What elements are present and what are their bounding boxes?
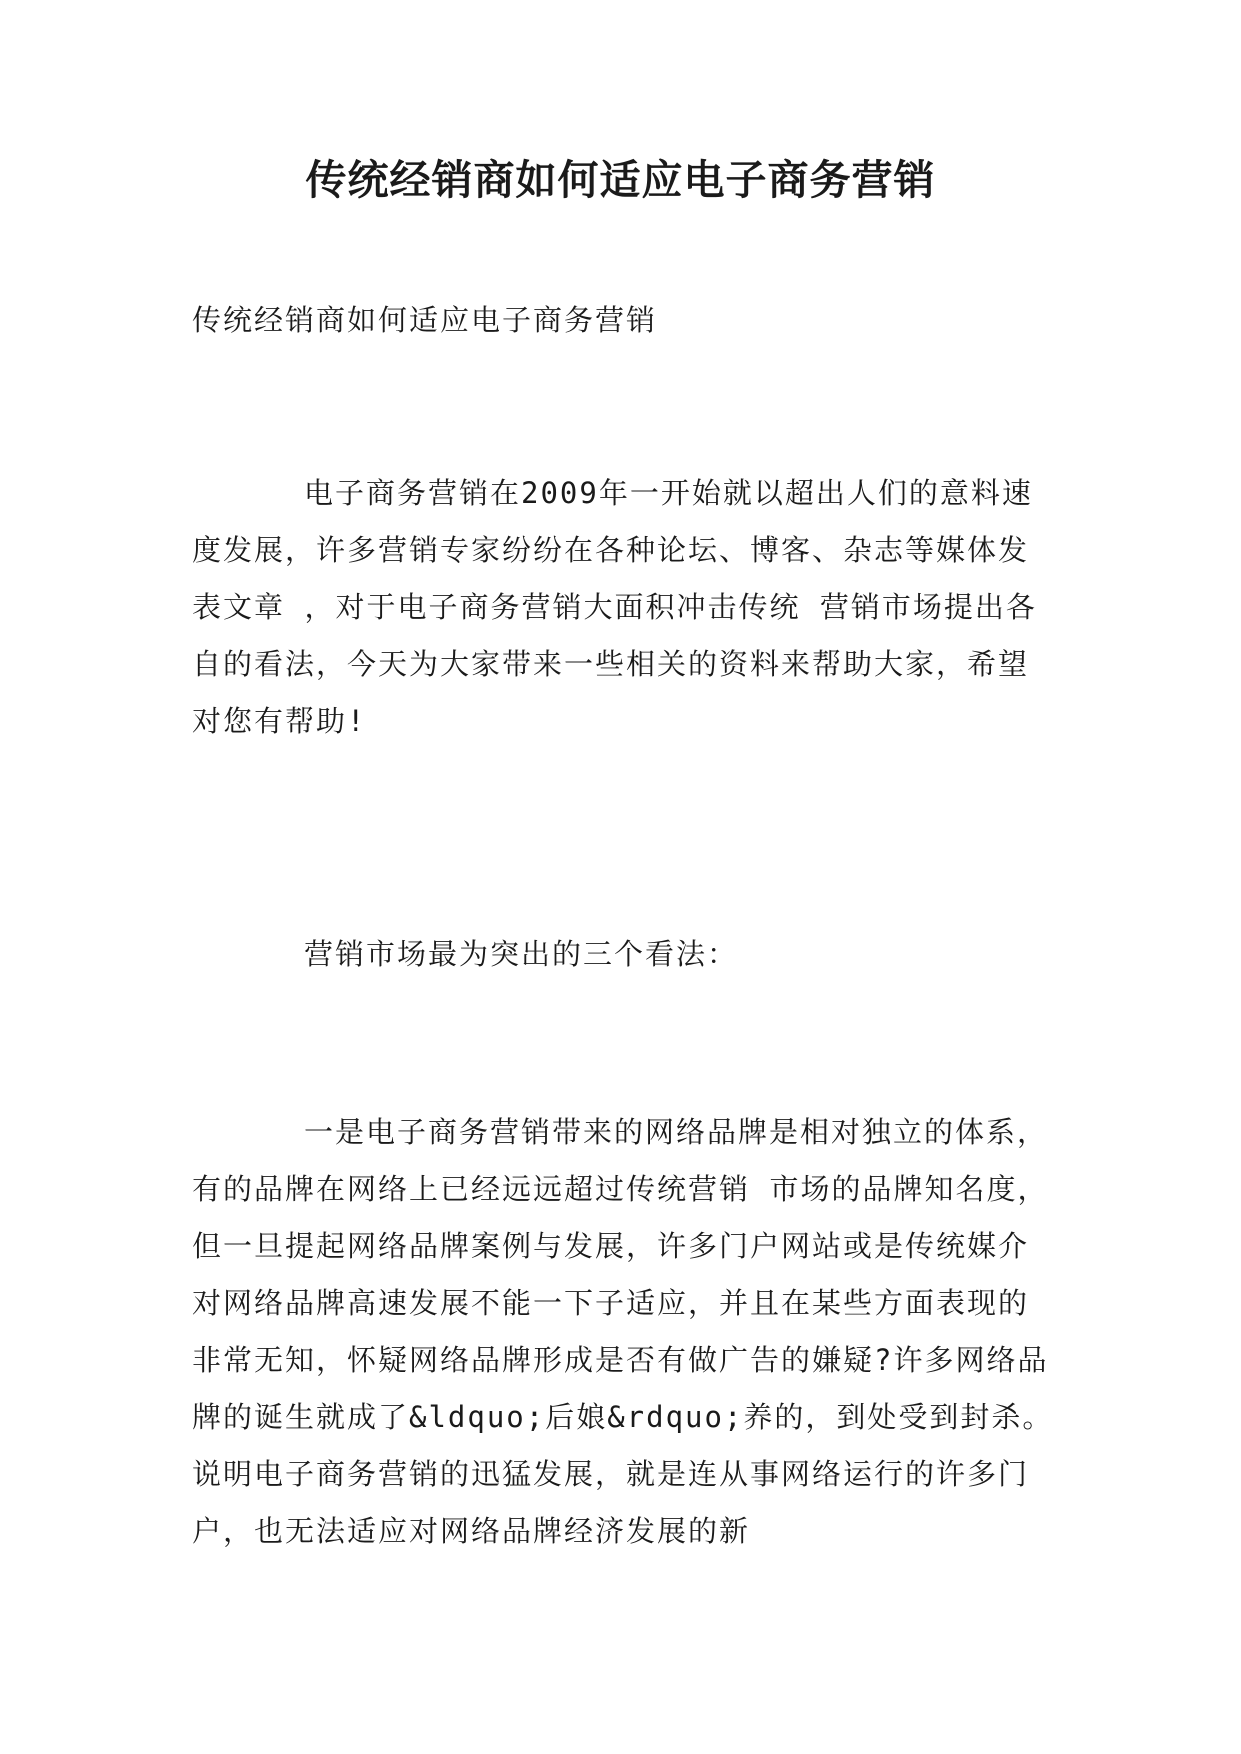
paragraph-intro: 电子商务营销在2009年一开始就以超出人们的意料速度发展，许多营销专家纷纷在各种论坛、博客、杂志等媒体发表文章 ，对于电子商务营销大面积冲击传统 营销市场提出各自的看法，今天为大家带来一些相关的资料来帮助大家，希望对您有帮助! bbox=[192, 476, 1037, 738]
document-title: 传统经销商如何适应电子商务营销 bbox=[305, 156, 936, 204]
paragraph-heading-three-views: 营销市场最为突出的三个看法： bbox=[304, 937, 739, 971]
paragraph-first-view: 一是电子商务营销带来的网络品牌是相对独立的体系，有的品牌在网络上已经远远超过传统营销 市场的品牌知名度，但一旦提起网络品牌案例与发展，许多门户网站或是传统媒介对网络品牌高速发展不能一下子适应，并且在某些方面表现的非常无知，怀疑网络品牌形成是否有做广告的嫌疑?许多网络品牌的诞生就成了&ldquo;后娘&rdquo;养的，到处受到封杀。说明电子商务营销的迅猛发展，就是连从事网络运行的许多门户，也无法适应对网络品牌经济发展的新 bbox=[192, 1115, 1054, 1548]
document-subtitle: 传统经销商如何适应电子商务营销 bbox=[192, 303, 658, 337]
